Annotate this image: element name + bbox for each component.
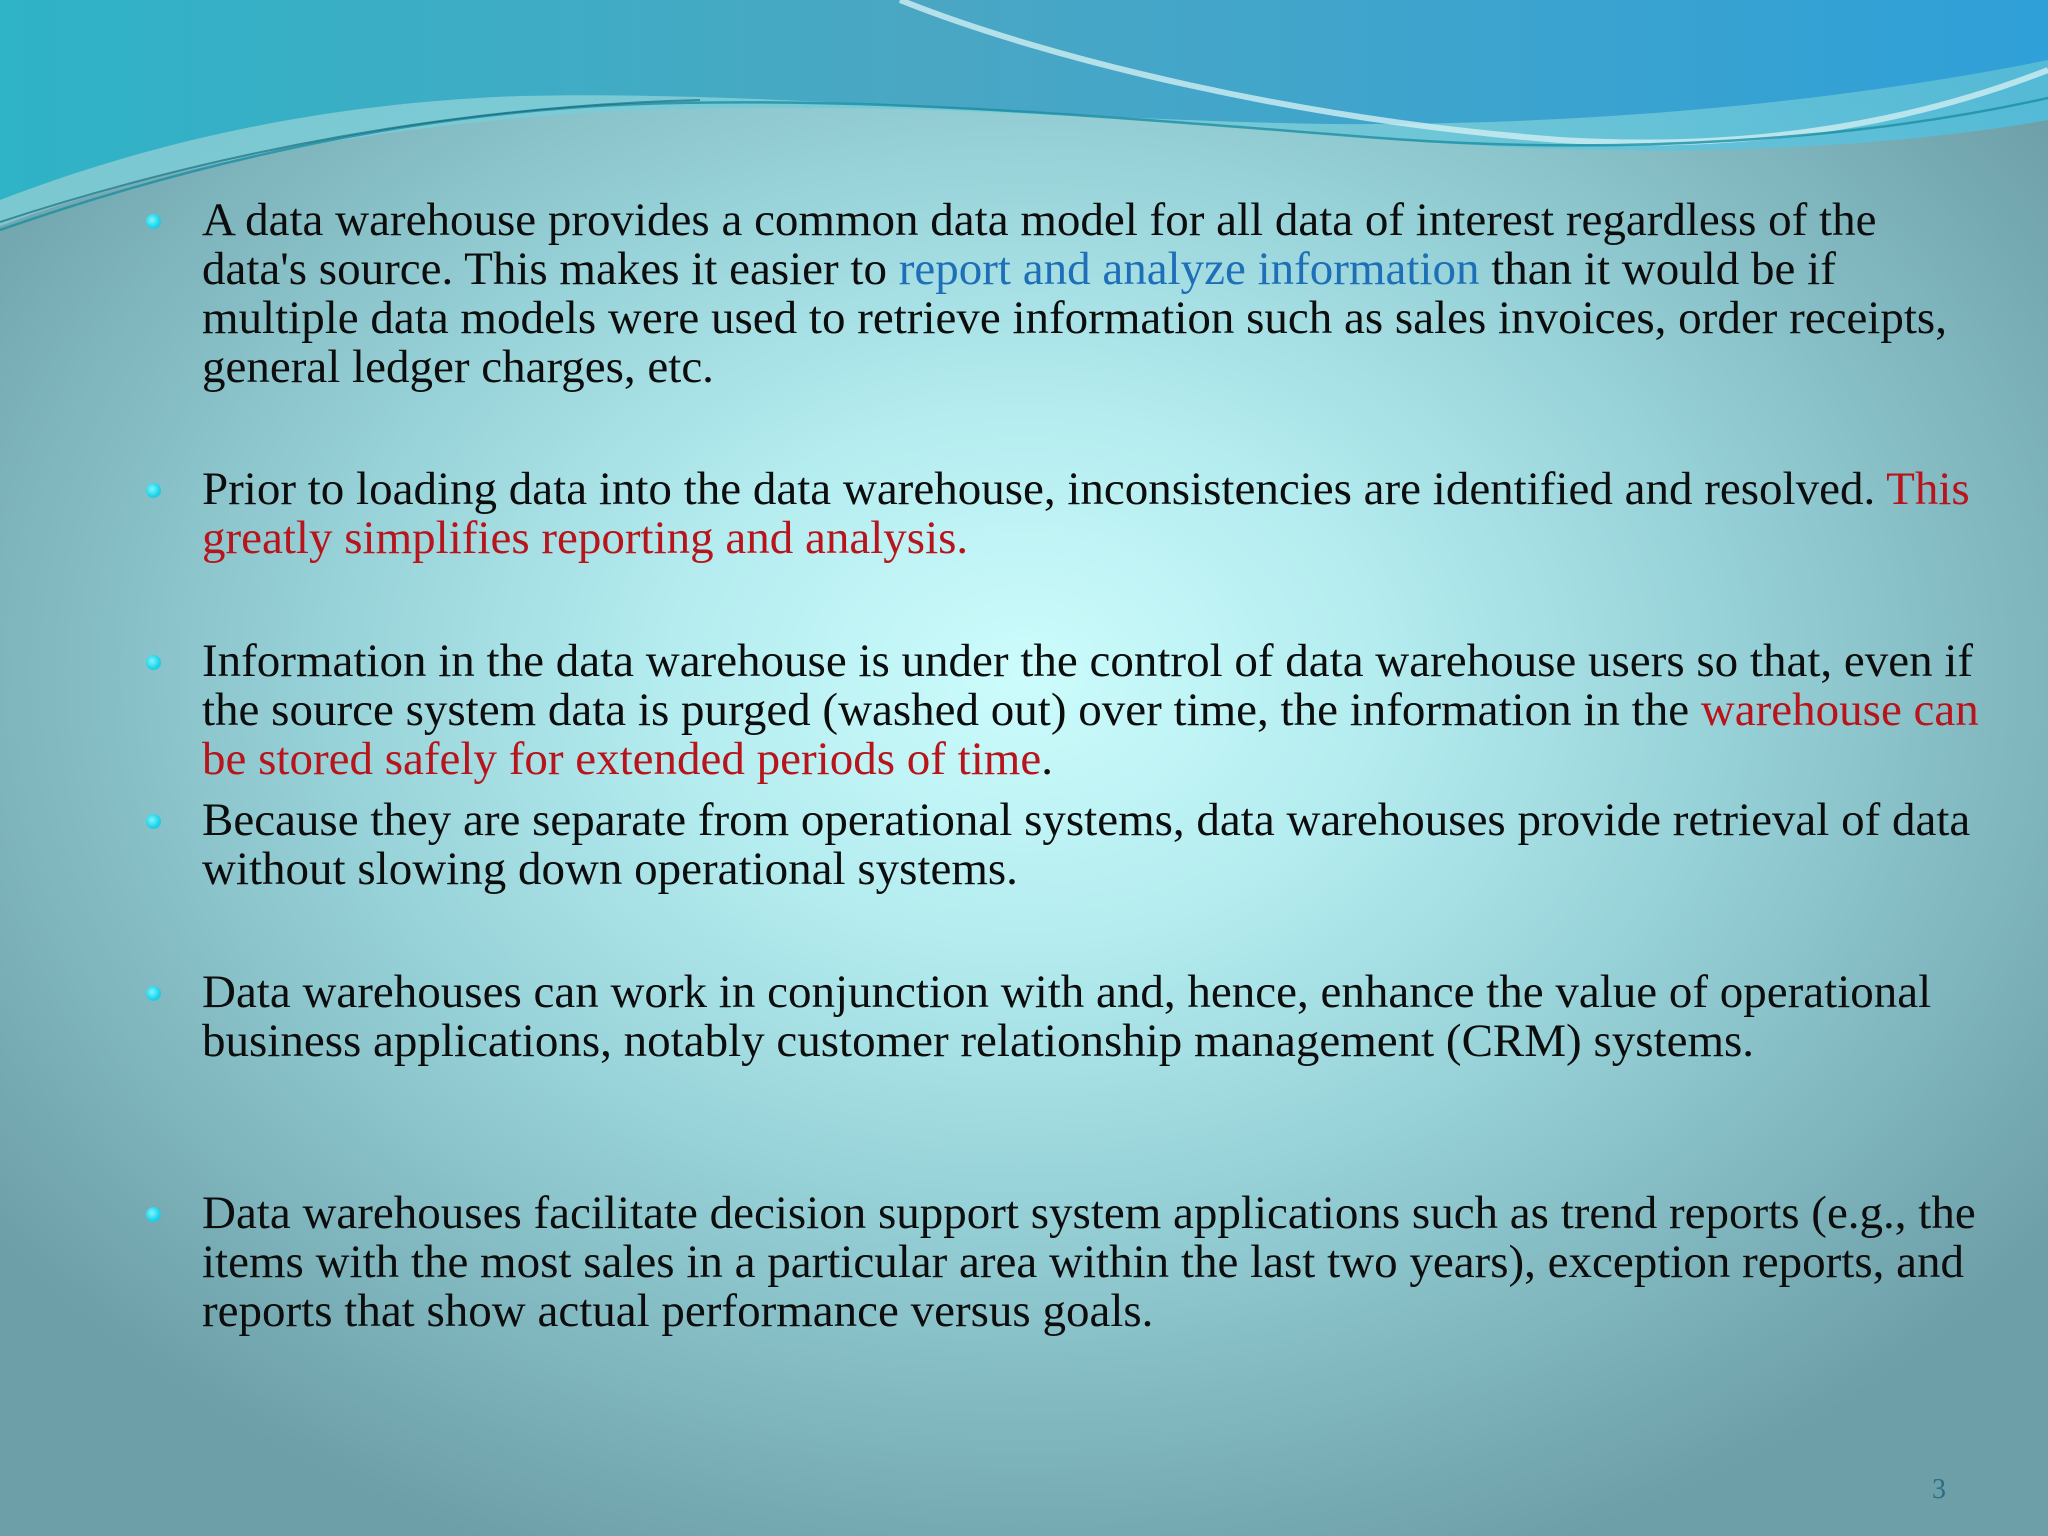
bullet-text — [202, 968, 1982, 1066]
bullet-text — [202, 465, 1982, 563]
bullet-text — [202, 796, 1982, 894]
bullet-dot-icon — [146, 1207, 161, 1222]
bullet-text-segment: Prior to loading data into the data warehouse, inconsistencies are identified and resolved. — [202, 463, 1887, 515]
bullet-text-segment: Information in the data warehouse is under the control of data warehouse users so that, even if the source system data is purged (washed out) over time, the information in the — [202, 635, 1974, 736]
bullet-text-segment: . — [1041, 733, 1053, 785]
bullet-text-segment: Data warehouses facilitate decision support system applications such as trend reports (e.g., the items with the most sales in a particular area within the last two years), exception reports, and reports that show actual performance versus goals. — [202, 1187, 1976, 1337]
bullet-text — [202, 196, 1982, 392]
highlight-blue-text: report and analyze information — [898, 243, 1480, 295]
bullet-text — [202, 1189, 1982, 1336]
bullet-text — [202, 637, 1982, 784]
bullet-text-segment: Data warehouses can work in conjunction with and, hence, enhance the value of operational business applications, notably customer relationship management (CRM) systems. — [202, 966, 1932, 1067]
highlight-red-text: warehouse can be stored safely for extended periods of time — [202, 684, 1979, 785]
bullet-dot-icon — [146, 814, 161, 829]
highlight-red-text: This greatly simplifies reporting and analysis. — [202, 463, 1970, 564]
bullet-dot-icon — [146, 483, 161, 498]
page-number: 3 — [1932, 1474, 1946, 1505]
bullet-text-segment: than it would be if multiple data models were used to retrieve information such as sales invoices, order receipts, general ledger charges, etc. — [202, 243, 1947, 393]
bullet-dot-icon — [146, 655, 161, 670]
bullet-dot-icon — [146, 986, 161, 1001]
bullet-dot-icon — [146, 214, 161, 229]
bullet-text-segment: A data warehouse provides a common data model for all data of interest regardless of the data's source. This makes it easier to — [202, 194, 1877, 295]
bullet-text-segment: Because they are separate from operational systems, data warehouses provide retrieval of data without slowing down operational systems. — [202, 794, 1971, 895]
